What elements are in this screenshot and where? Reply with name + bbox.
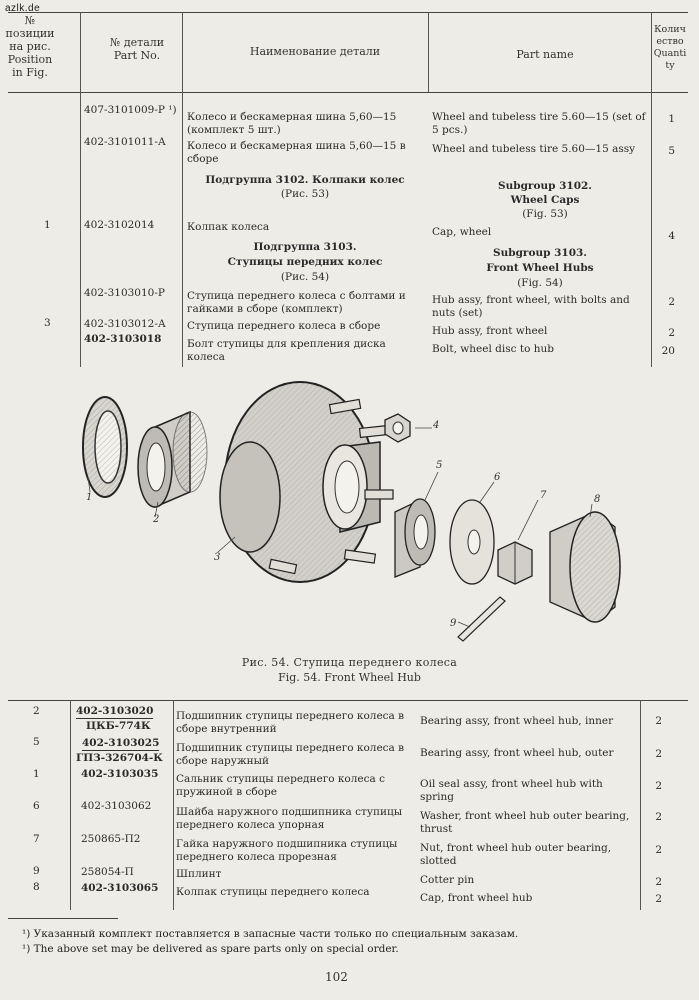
part-name-en: Washer, front wheel hub outer bearing, thrust [420,810,630,835]
position: 8 [33,881,40,893]
slotted-nut-part [498,542,532,584]
part-name-ru: Подшипник ступицы переднего колеса в сборе внутренний [176,710,405,735]
quantity: 2 [655,844,662,856]
part-number: 402-3101011-А [84,136,166,148]
col-divider-3 [428,12,429,92]
header-quantity-ru: Количество [654,24,686,47]
figure-label: 5 [436,460,443,471]
figure-label: 1 [86,492,93,503]
part-name-ru: Колпак колеса [187,221,270,233]
front-wheel-hub-drawing [60,372,650,642]
part-number [82,737,177,751]
quantity: 2 [655,748,662,760]
cotter-pin-part [458,597,505,641]
part-number-alt: ЦКБ-774К [86,720,151,732]
figure-label: 9 [450,618,457,629]
part-name-ru: Болт ступицы для крепления диска колеса [187,338,386,363]
part-name-en: Oil seal assy, front wheel hub with spring [420,778,603,803]
part-number-primary: 402-3103020 [76,705,154,717]
position: 9 [33,865,40,877]
figure-label: 7 [540,490,547,501]
table-top-rule [8,12,688,13]
quantity: 2 [655,876,662,888]
watermark: azlk.de [5,3,41,14]
part-name-en: Wheel and tubeless tire 5.60—15 (set of 5 pcs.) [432,111,646,136]
part-name-ru: Сальник ступицы переднего колеса с пружиной в сборе [176,773,386,798]
figure-label: 8 [594,494,601,505]
part-number-primary: 402-3103025 [82,737,160,749]
footnote-ru: ¹) Указанный комплект поставляется в запасные части только по специальным заказам. [22,928,519,940]
header-partno [92,36,182,62]
part-name-ru: Ступица переднего колеса в сборе [187,320,381,332]
bottom-col-divider-1 [70,700,71,910]
subgroup-3102-en-1: Subgroup 3102. [498,180,592,192]
part-name-ru: Гайка наружного подшипника ступицы переднего колеса прорезная [176,838,398,863]
figure-label: 3 [214,552,221,563]
part-number: 402-3103062 [81,800,152,812]
outer-bearing-part [395,499,435,577]
header-name-en: Part name [516,48,574,61]
position: 1 [44,219,51,231]
part-number: 258054-П [81,866,134,878]
subgroup-3103-ru-2: Ступицы передних колес [227,256,383,268]
subgroup-3103-en-1: Subgroup 3103. [493,247,587,259]
part-number: 250865-П2 [81,833,141,845]
header-quantity [652,24,688,72]
quantity: 2 [655,893,662,905]
part-name-en: Bolt, wheel disc to hub [432,343,554,355]
quantity: 4 [668,230,675,242]
part-number: 402-3102014 [84,219,155,231]
subgroup-3103-fig-en: (Fig. 54) [517,277,563,289]
figure-caption-en: Fig. 54. Front Wheel Hub [278,671,421,684]
part-number: 402-3103018 [84,333,162,345]
part-name-en: Hub assy, front wheel [432,325,548,337]
part-number: 402-3103035 [81,768,159,780]
header-quantity-en: Quantity [653,48,687,71]
position: 1 [33,768,40,780]
part-number-alt: ГПЗ-326704-К [76,752,163,764]
part-name-ru: Колесо и бескамерная шина 5,60—15 (комплект 5 шт.) [187,111,397,136]
part-name-en: Cotter pin [420,874,475,886]
part-name-en: Cap, front wheel hub [420,892,533,904]
part-name-en: Bearing assy, front wheel hub, outer [420,747,614,759]
subgroup-3103-ru-1: Подгруппа 3103. [253,241,357,253]
part-name-ru: Шайба наружного подшипника ступицы переднего колеса упорная [176,806,403,831]
subgroup-3102-fig-ru: (Рис. 53) [280,188,330,200]
position: 3 [44,317,51,329]
inner-bearing-part [138,412,207,507]
position: 7 [33,833,40,845]
part-name-en: Wheel and tubeless tire 5.60—15 assy [432,143,636,155]
subgroup-3103-fig-ru: (Рис. 54) [280,271,330,283]
header-position-ru: № позиции на рис. [5,14,55,53]
page-number: 102 [325,970,348,984]
subgroup-3102-en-2: Wheel Caps [510,194,580,206]
quantity: 2 [655,811,662,823]
part-number [76,705,171,719]
header-partno-ru: № детали [109,36,165,49]
quantity: 20 [661,345,675,357]
bottom-table-top-rule [8,700,688,701]
figure-caption-ru: Рис. 54. Ступица переднего колеса [241,656,458,669]
quantity: 2 [655,715,662,727]
figure-label: 6 [494,472,501,483]
quantity: 5 [668,145,675,157]
oil-seal-part [83,397,127,497]
part-name-en: Hub assy, front wheel, with bolts and nuts (set) [432,294,630,319]
quantity: 1 [668,113,675,125]
subgroup-3103-en-2: Front Wheel Hubs [486,262,594,274]
subgroup-3102-fig-en: (Fig. 53) [522,208,568,220]
position: 2 [33,705,40,717]
bottom-col-divider-3 [640,700,641,910]
part-name-ru: Колесо и бескамерная шина 5,60—15 в сборе [187,140,406,165]
part-name-ru: Ступица переднего колеса с болтами и гайками в сборе (комплект) [187,290,406,315]
subgroup-3102-ru: Подгруппа 3102. Колпаки колес [205,174,405,186]
part-name-ru: Колпак ступицы переднего колеса [176,886,370,898]
part-name-ru: Подшипник ступицы переднего колеса в сборе наружный [176,742,405,767]
figure-label: 2 [153,514,160,525]
col-divider-2 [182,12,183,367]
quantity: 2 [668,327,675,339]
quantity: 2 [668,296,675,308]
position: 5 [33,736,40,748]
position: 6 [33,800,40,812]
part-number: 402-3103010-Р [84,287,165,299]
part-number: 407-3101009-Р ¹) [84,104,177,116]
part-name-ru: Шплинт [176,868,222,880]
header-name-ru: Наименование детали [249,45,381,58]
hub-cap-part [550,512,620,622]
footnote-en: ¹) The above set may be delivered as spare parts only on special order. [22,943,399,955]
quantity: 2 [655,780,662,792]
part-number: 402-3103012-А [84,318,166,330]
part-number: 402-3103065 [81,882,159,894]
hub-part [220,382,393,582]
header-bottom-rule [8,92,688,93]
thrust-washer-part [450,500,494,584]
col-divider-4 [651,12,652,367]
header-position [3,14,57,79]
header-partno-en: Part No. [113,49,161,62]
part-name-en: Nut, front wheel hub outer bearing, slotted [420,842,612,867]
footnote-rule [8,918,118,919]
header-position-en: Position in Fig. [7,53,53,79]
wheel-nut-part [385,414,410,442]
col-divider-1 [80,12,81,367]
part-name-en: Cap, wheel [432,226,492,238]
figure-label: 4 [433,420,440,431]
part-name-en: Bearing assy, front wheel hub, inner [420,715,614,727]
